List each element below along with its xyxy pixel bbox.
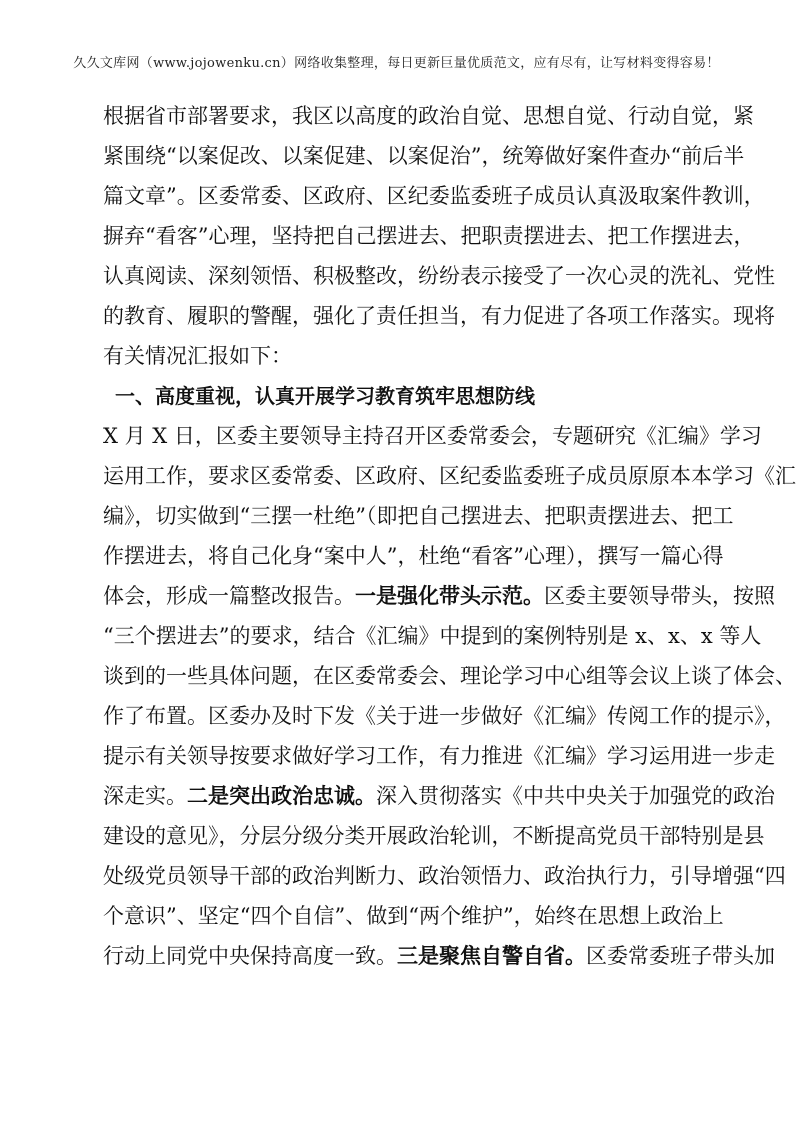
text-run: 深入贯彻落实《中共中央关于加强党的政治 [376, 784, 775, 808]
text-run: 区委主要领导带头，按照 [544, 584, 775, 608]
para2-line-14 [103, 936, 775, 976]
para1-line-7: 有关情况汇报如下： [103, 344, 292, 368]
text-run: 行动上同党中央保持高度一致。 [103, 944, 397, 968]
para2-line-12: 处级党员领导干部的政治判断力、政治领悟力、政治执行力，引导增强“四 [103, 864, 786, 888]
para2-line-13: 个意识”、坚定“四个自信”、做到“两个维护”，始终在思想上政治上 [103, 904, 724, 928]
para1-line-6: 的教育、履职的警醒，强化了责任担当，有力促进了各项工作落实。现将 [103, 304, 775, 328]
page-header: 久久文库网（www.jojowenku.cn）网络收集整理，每日更新巨量优质范文，应有尽有，让写材料变得容易！ [73, 56, 720, 71]
para2-line-3: 编》，切实做到“三摆一杜绝”（即把自己摆进去、把职责摆进去、把工 [103, 504, 734, 528]
para2-line-7: 谈到的一些具体问题，在区委常委会、理论学习中心组等会议上谈了体会、 [103, 664, 796, 688]
bold-phrase-1: 一是强化带头示范。 [355, 583, 544, 608]
para1-line-5: 认真阅读、深刻领悟、积极整改，纷纷表示接受了一次心灵的洗礼、党性 [103, 264, 775, 288]
text-run: 区委常委班子带头加 [586, 944, 775, 968]
para2-line-11: 建设的意见》，分层分级分类开展政治轮训，不断提高党员干部特别是县 [103, 824, 765, 848]
para1-line-4: 摒弃“看客”心理，坚持把自己摆进去、把职责摆进去、把工作摆进去， [103, 224, 755, 248]
para2-line-8: 作了布置。区委办及时下发《关于进一步做好《汇编》传阅工作的提示》， [103, 704, 786, 728]
bold-phrase-2: 二是突出政治忠诚。 [187, 783, 376, 808]
para1-line-2: 紧围绕“以案促改、以案促建、以案促治”，统筹做好案件查办“前后半 [103, 144, 745, 168]
para2-line-1: X 月 X 日，区委主要领导主持召开区委常委会，专题研究《汇编》学习 [103, 424, 762, 448]
para2-line-9: 提示有关领导按要求做好学习工作，有力推进《汇编》学习运用进一步走 [103, 744, 775, 768]
para1-line-3: 篇文章”。区委常委、区政府、区纪委监委班子成员认真汲取案件教训， [103, 184, 765, 208]
para2-line-2: 运用工作，要求区委常委、区政府、区纪委监委班子成员原原本本学习《汇 [103, 464, 796, 488]
text-run: 深走实。 [103, 784, 187, 808]
para2-line-4: 作摆进去，将自己化身“案中人”，杜绝“看客”心理），撰写一篇心得 [103, 544, 724, 568]
para2-line-6: “三个摆进去”的要求，结合《汇编》中提到的案例特别是 x、x、x 等人 [103, 624, 762, 648]
section-heading-1: 一、高度重视，认真开展学习教育筑牢思想防线 [115, 384, 535, 408]
para2-line-10 [103, 776, 775, 816]
text-run: 体会，形成一篇整改报告。 [103, 584, 355, 608]
para1-line-1: 根据省市部署要求，我区以高度的政治自觉、思想自觉、行动自觉，紧 [103, 104, 754, 128]
para2-line-5 [103, 576, 775, 616]
document-body [103, 96, 796, 976]
bold-phrase-3: 三是聚焦自警自省。 [397, 943, 586, 968]
